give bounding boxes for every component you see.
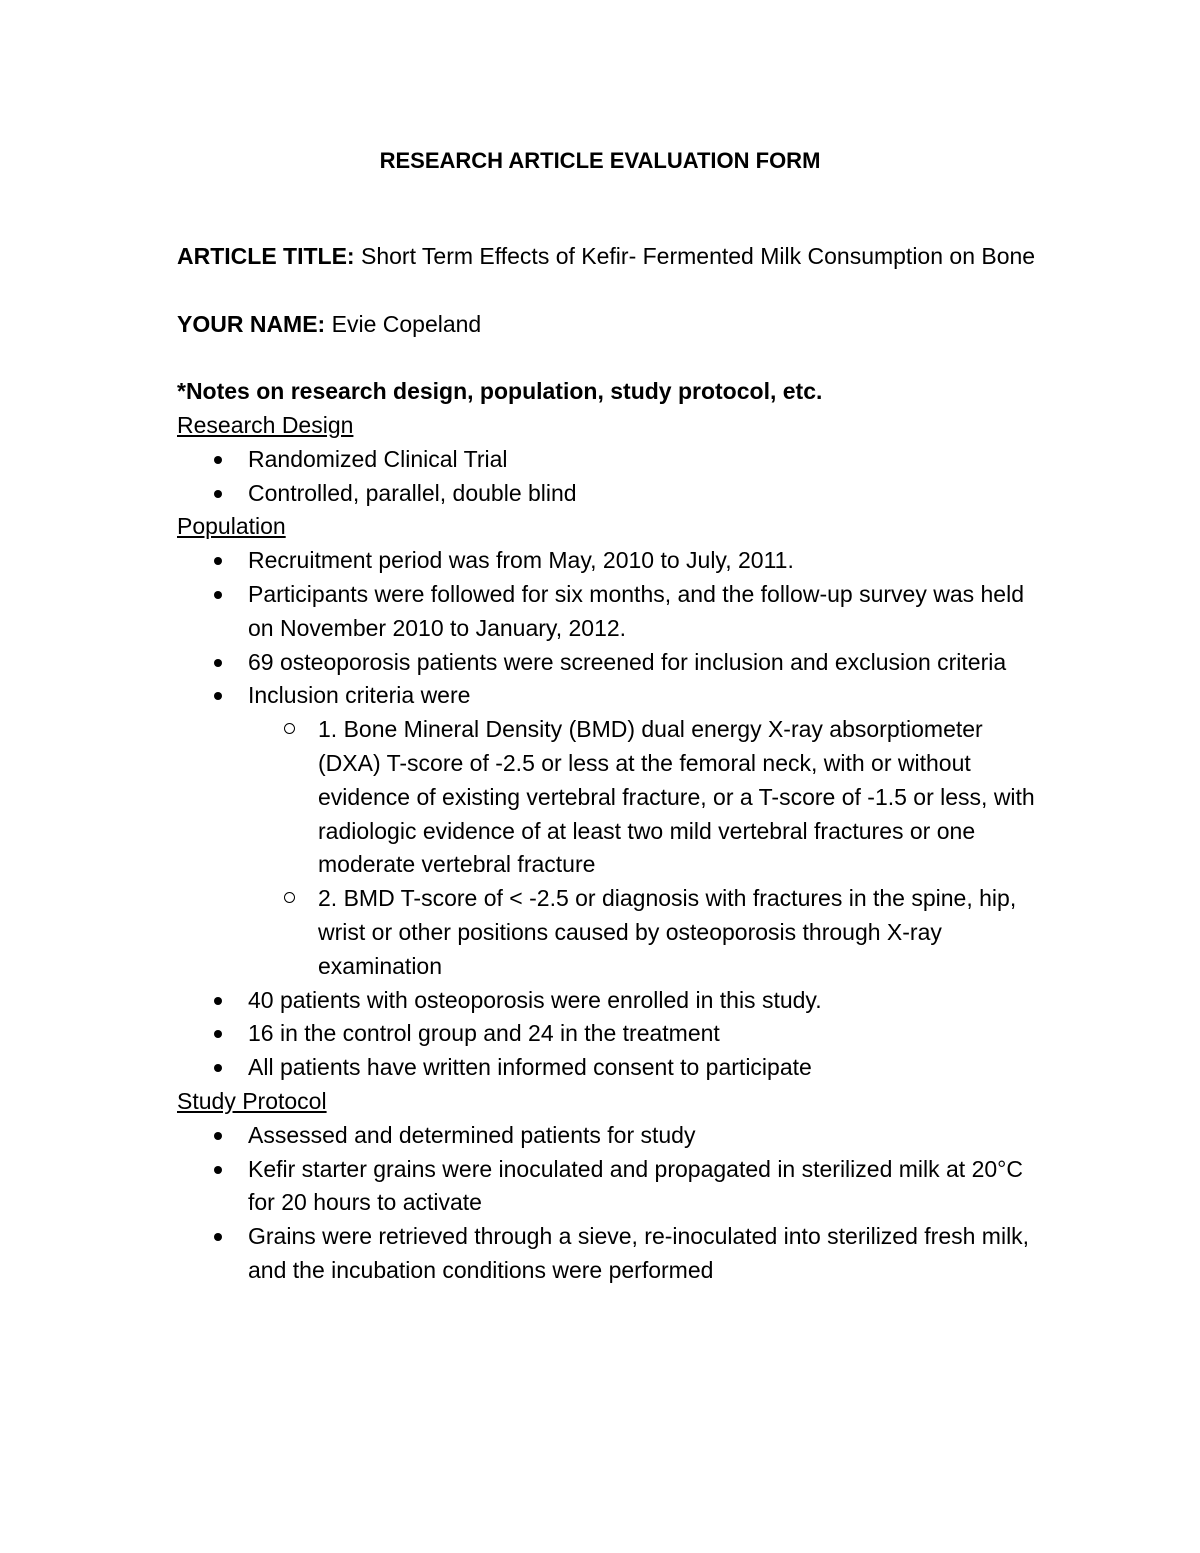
section-heading-research-design: Research Design: [177, 411, 354, 438]
sub-list-item: 1. Bone Mineral Density (BMD) dual energy X-ray absorptiometer (DXA) T-score of -2.5 or less at the femoral neck, with or without evidence of existing vertebral fracture, or a T-score of -1.5 or less, with radiologic evidence of at least two mild vertebral fractures or one moderate vertebral fracture: [248, 713, 1037, 882]
bullet-icon: [214, 1233, 222, 1241]
circle-bullet-icon: [284, 892, 295, 903]
article-title-value: Short Term Effects of Kefir- Fermented Milk Consumption on Bone: [360, 243, 1036, 269]
list-item: Kefir starter grains were inoculated and propagated in sterilized milk at 20°C for 20 hours to activate: [177, 1153, 1037, 1221]
list-item: All patients have written informed consent to participate: [177, 1051, 1037, 1085]
form-title: RESEARCH ARTICLE EVALUATION FORM: [379, 148, 821, 173]
name-value: Evie Copeland: [331, 310, 482, 337]
bullet-icon: [214, 1064, 222, 1072]
list-item: Controlled, parallel, double blind: [177, 477, 1037, 511]
list-item: 69 osteoporosis patients were screened for inclusion and exclusion criteria: [177, 646, 1037, 680]
inclusion-criteria-list: [248, 713, 1037, 983]
bullet-icon: [214, 490, 222, 498]
list-item: Randomized Clinical Trial: [177, 443, 1037, 477]
list-item: 16 in the control group and 24 in the treatment: [177, 1017, 1037, 1051]
bullet-icon: [214, 557, 222, 565]
bullet-icon: [214, 591, 222, 599]
list-item: Inclusion criteria were 1. Bone Mineral Density (BMD) dual energy X-ray absorptiometer (DXA) T-score of -2.5 or less at the femoral neck, with or without evidence of existing vertebral fracture, or a T-score of -1.5 or less, with radiologic evidence of at least two mild vertebral fractures or one moderate vertebral fracture 2. BMD T-score of < -2.5 or diagnosis with fractures in the spine, hip, wrist or other positions caused by osteoporosis through X-ray examination: [177, 679, 1037, 983]
section-heading-study-protocol: Study Protocol: [177, 1087, 327, 1114]
study-protocol-list: [177, 1119, 1037, 1288]
bullet-icon: [214, 1030, 222, 1038]
article-title-label: ARTICLE TITLE:: [177, 243, 355, 269]
list-item: Participants were followed for six months, and the follow-up survey was held on November 2010 to January, 2012.: [177, 578, 1037, 646]
circle-bullet-icon: [284, 723, 295, 734]
sub-list-item: 2. BMD T-score of < -2.5 or diagnosis with fractures in the spine, hip, wrist or other positions caused by osteoporosis through X-ray examination: [248, 882, 1037, 983]
bullet-icon: [214, 659, 222, 667]
name-label: YOUR NAME:: [177, 310, 326, 337]
research-design-list: [177, 443, 1037, 511]
article-title-field: [177, 240, 1037, 274]
name-field: [177, 308, 1037, 342]
list-item: Assessed and determined patients for study: [177, 1119, 1037, 1153]
list-item: Recruitment period was from May, 2010 to July, 2011.: [177, 544, 1037, 578]
bullet-icon: [214, 692, 222, 700]
bullet-icon: [214, 997, 222, 1005]
notes-heading: *Notes on research design, population, study protocol, etc.: [177, 378, 823, 405]
list-item: 40 patients with osteoporosis were enrolled in this study.: [177, 984, 1037, 1018]
bullet-icon: [214, 1132, 222, 1140]
bullet-icon: [214, 456, 222, 464]
form-body: [177, 240, 1037, 1288]
list-item: Grains were retrieved through a sieve, re-inoculated into sterilized fresh milk, and the incubation conditions were performed: [177, 1220, 1037, 1288]
bullet-icon: [214, 1166, 222, 1174]
population-list: [177, 544, 1037, 1085]
section-heading-population: Population: [177, 513, 286, 540]
